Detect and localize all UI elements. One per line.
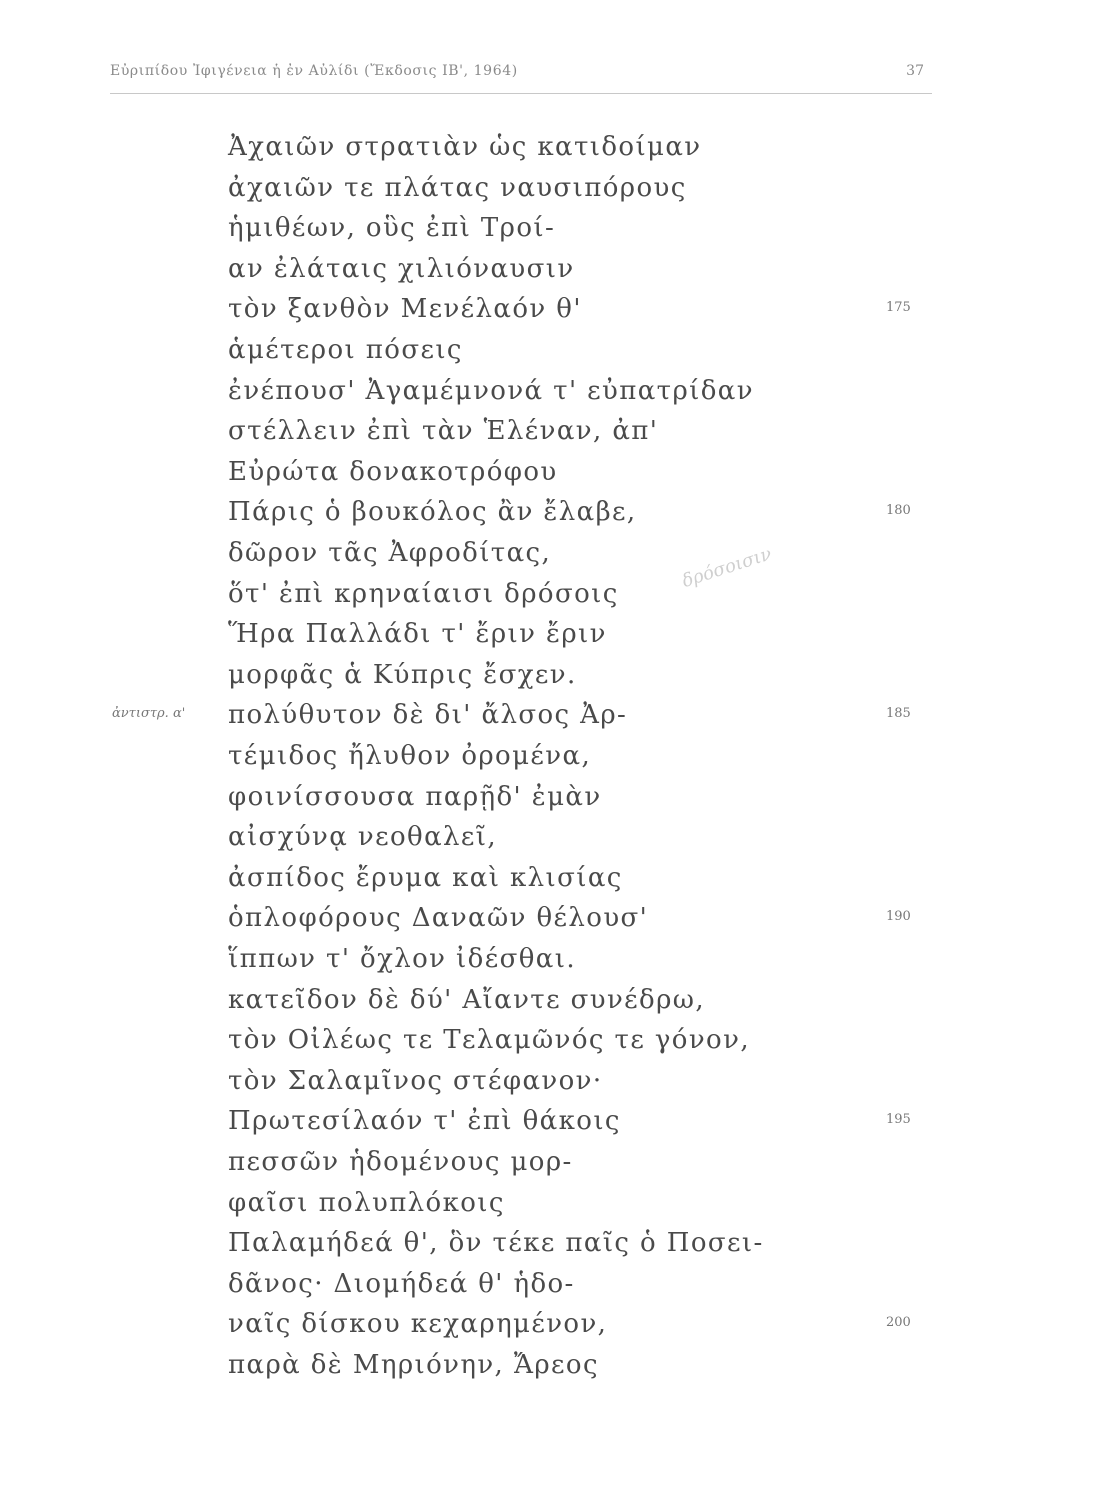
verse-line: στέλλειν ἐπὶ τὰν Ἑλέναν, ἀπ' [228, 416, 659, 447]
verse-line: μορφᾶς ἁ Κύπρις ἔσχεν. [228, 659, 577, 690]
verse-line: δᾶνος· Διομήδεά θ' ἡδο- [228, 1268, 575, 1299]
verse-line: ὁπλοφόρους Δαναῶν θέλουσ' [228, 903, 649, 934]
line-number: 195 [886, 1112, 911, 1128]
line-number: 190 [886, 909, 911, 925]
strophe-label: ἀντιστρ. α' [112, 706, 186, 722]
verse-line: ναῖς δίσκου κεχαρημένον, [228, 1309, 608, 1340]
line-number: 175 [886, 300, 911, 316]
verse-line: τὸν Οἰλέως τε Τελαμῶνός τε γόνον, [228, 1025, 750, 1056]
verse-line: Πρωτεσίλαόν τ' ἐπὶ θάκοις [228, 1106, 621, 1137]
verse-line: ἡμιθέων, οὓς ἐπὶ Τροί- [228, 213, 556, 244]
line-number: 185 [886, 706, 911, 722]
verse-line: φοινίσσουσα παρῇδ' ἐμὰν [228, 781, 602, 812]
running-head: Εὐριπίδου Ἰφιγένεια ἡ ἐν Αὐλίδι (Ἔκδοσις ΙΒ', 1964) [110, 63, 518, 79]
verse-line: παρὰ δὲ Μηριόνην, Ἄρεος [228, 1350, 599, 1380]
verse-line: τὸν Σαλαμῖνος στέφανον· [228, 1065, 603, 1096]
verse-line: Ἀχαιῶν στρατιὰν ὡς κατιδοίμαν [228, 132, 702, 162]
verse-line: Εὐρώτα δονακοτρόφου [228, 456, 558, 487]
verse-line: ὅτ' ἐπὶ κρηναίαισι δρόσοις [228, 578, 619, 609]
verse-line: κατεῖδον δὲ δύ' Αἴαντε συνέδρω, [228, 984, 706, 1015]
verse-line: πολύθυτον δὲ δι' ἄλσος Ἀρ- [228, 700, 628, 731]
line-number: 200 [886, 1315, 911, 1331]
verse-line: τέμιδος ἤλυθον ὀρομένα, [228, 741, 592, 771]
handwritten-margin-note: δρόσοισιν [679, 543, 775, 592]
verse-line: ἵππων τ' ὄχλον ἰδέσθαι. [228, 944, 576, 974]
verse-line: ἐνέπουσ' Ἀγαμέμνονά τ' εὐπατρίδαν [228, 375, 754, 406]
verse-line: ἁμέτεροι πόσεις [228, 335, 463, 365]
verse-line: φαῖσι πολυπλόκοις [228, 1187, 505, 1218]
verse-line: Παλαμήδεά θ', ὃν τέκε παῖς ὁ Ποσει- [228, 1228, 764, 1259]
verse-line: αν ἐλάταις χιλιόναυσιν [228, 253, 575, 284]
verse-line: δῶρον τᾶς Ἀφροδίτας, [228, 538, 552, 568]
page-number: 37 [906, 63, 924, 79]
verse-line: αἰσχύνᾳ νεοθαλεῖ, [228, 822, 498, 853]
verse-line: Πάρις ὁ βουκόλος ἂν ἔλαβε, [228, 497, 637, 528]
verse-line: ἀχαιῶν τε πλάτας ναυσιπόρους [228, 172, 687, 203]
verse-line: Ἥρα Παλλάδι τ' ἔριν ἔριν [228, 619, 607, 650]
line-number: 180 [886, 503, 911, 519]
verse-line: τὸν ξανθὸν Μενέλαόν θ' [228, 294, 582, 325]
verse-line: πεσσῶν ἡδομένους μορ- [228, 1147, 573, 1177]
verse-line: ἀσπίδος ἔρυμα καὶ κλισίας [228, 862, 623, 893]
